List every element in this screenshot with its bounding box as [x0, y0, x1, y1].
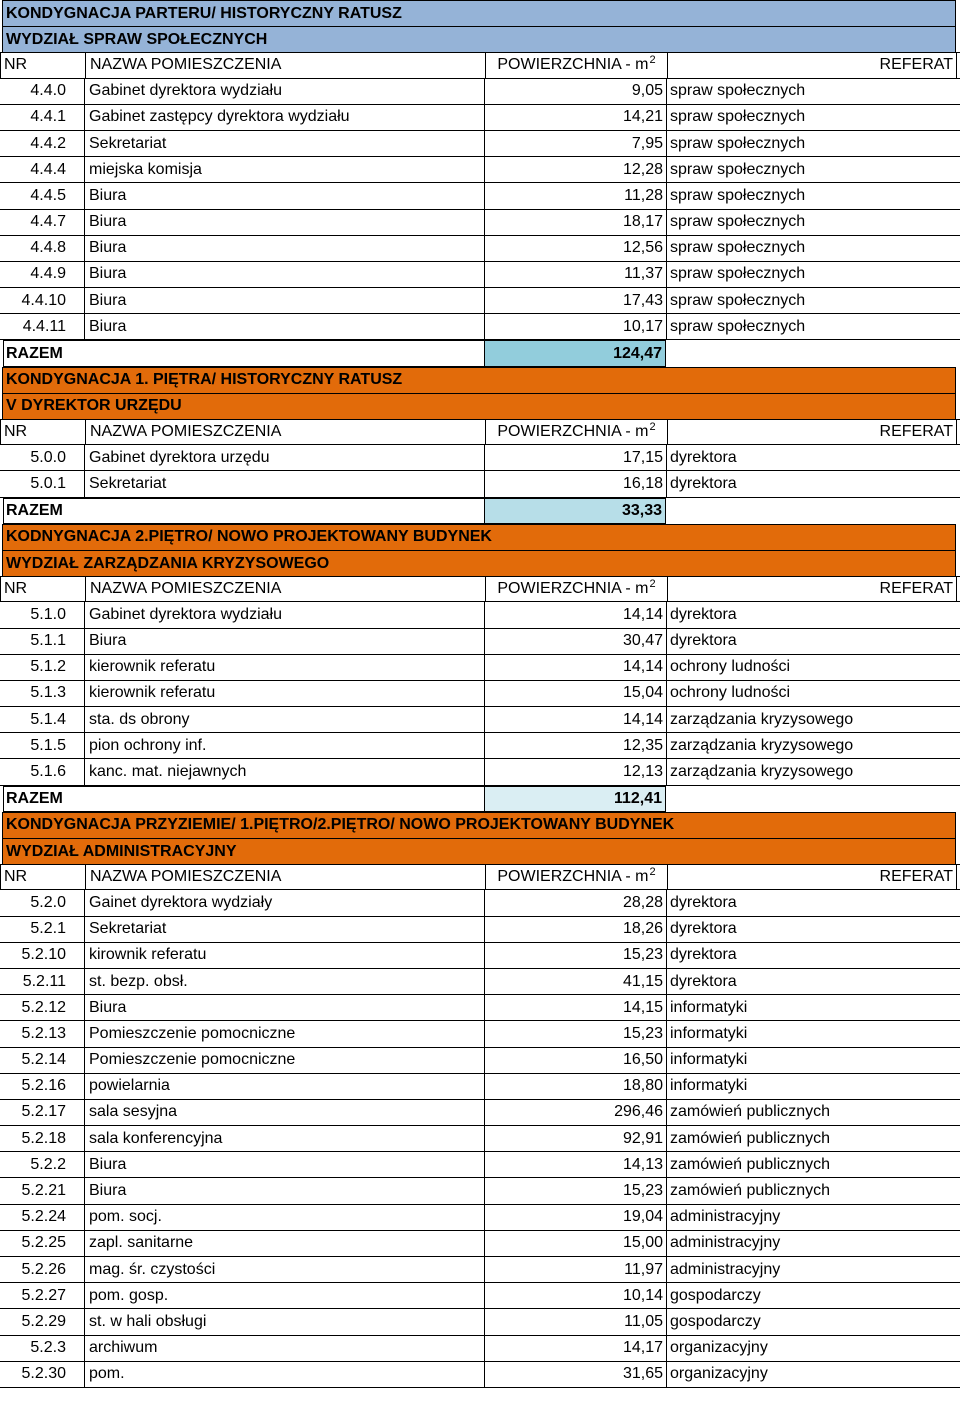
header-name: NAZWA POMIESZCZENIA — [85, 420, 485, 444]
room-number: 4.4.8 — [30, 239, 66, 257]
room-name: Biura — [84, 1152, 484, 1177]
header-area-unit-exponent: 2 — [649, 866, 656, 879]
room-number: 5.2.30 — [21, 1365, 66, 1383]
table-row — [0, 733, 960, 759]
room-number: 5.2.25 — [21, 1234, 66, 1252]
room-area: 28,28 — [484, 890, 666, 915]
room-name: Gabinet zastępcy dyrektora wydziału — [84, 105, 484, 130]
room-number: 5.2.12 — [21, 998, 66, 1016]
header-nr: NR — [4, 868, 28, 886]
table-row — [0, 471, 960, 497]
section-title-row — [0, 0, 960, 26]
header-area-label: POWIERZCHNIA - m — [497, 868, 649, 886]
room-area: 14,15 — [484, 995, 666, 1020]
section-title: KONDYGNACJA PARTERU/ HISTORYCZNY RATUSZ — [2, 0, 956, 26]
room-referat: zamówień publicznych — [666, 1178, 956, 1203]
room-referat: administracyjny — [666, 1257, 956, 1282]
room-number: 4.4.5 — [30, 186, 66, 204]
room-name: Pomieszczenie pomocniczne — [84, 1021, 484, 1046]
room-area: 15,23 — [484, 1021, 666, 1046]
room-number: 5.1.2 — [30, 658, 66, 676]
room-number: 5.2.10 — [21, 946, 66, 964]
room-area: 12,13 — [484, 759, 666, 784]
room-area: 296,46 — [484, 1100, 666, 1125]
header-area — [485, 53, 667, 77]
table-row — [0, 1152, 960, 1178]
room-name: Pomieszczenie pomocniczne — [84, 1048, 484, 1073]
room-referat: zamówień publicznych — [666, 1126, 956, 1151]
room-name: archiwum — [84, 1336, 484, 1361]
room-area: 12,28 — [484, 157, 666, 182]
header-referat: REFERAT — [667, 420, 957, 444]
room-name: pion ochrony inf. — [84, 733, 484, 758]
room-number: 5.0.1 — [30, 474, 66, 492]
table-row — [0, 1205, 960, 1231]
total-row — [0, 498, 960, 524]
room-area: 15,04 — [484, 681, 666, 706]
room-area: 16,50 — [484, 1048, 666, 1073]
room-number: 5.2.24 — [21, 1208, 66, 1226]
room-referat: zarządzania kryzysowego — [666, 707, 956, 732]
header-referat: REFERAT — [667, 53, 957, 77]
room-name: Biura — [84, 314, 484, 339]
room-area: 12,35 — [484, 733, 666, 758]
room-area: 7,95 — [484, 131, 666, 156]
room-name: Sekretariat — [84, 471, 484, 496]
room-area: 92,91 — [484, 1126, 666, 1151]
room-area: 19,04 — [484, 1205, 666, 1230]
room-number: 5.1.0 — [30, 605, 66, 623]
room-referat: informatyki — [666, 1048, 956, 1073]
table-row — [0, 445, 960, 471]
header-nr: NR — [4, 423, 28, 441]
room-name: Biura — [84, 1178, 484, 1203]
room-name: Sekretariat — [84, 131, 484, 156]
table-row — [0, 1074, 960, 1100]
room-name: Biura — [84, 288, 484, 313]
room-name: Gabinet dyrektora wydziału — [84, 602, 484, 627]
room-referat: dyrektora — [666, 890, 956, 915]
room-name: st. bezp. obsł. — [84, 969, 484, 994]
room-area: 11,28 — [484, 183, 666, 208]
section-title-row — [0, 812, 960, 838]
room-name: powielarnia — [84, 1074, 484, 1099]
room-number: 5.2.17 — [21, 1103, 66, 1121]
table-row — [0, 105, 960, 131]
total-area: 124,47 — [484, 340, 666, 366]
room-referat: spraw społecznych — [666, 262, 956, 287]
room-number: 5.2.21 — [21, 1182, 66, 1200]
room-name: miejska komisja — [84, 157, 484, 182]
room-number: 4.4.7 — [30, 213, 66, 231]
room-referat: dyrektora — [666, 445, 956, 470]
room-referat: spraw społecznych — [666, 210, 956, 235]
room-name: Biura — [84, 236, 484, 261]
room-area: 15,23 — [484, 943, 666, 968]
room-area: 12,56 — [484, 236, 666, 261]
room-area: 14,14 — [484, 602, 666, 627]
room-referat: gospodarczy — [666, 1309, 956, 1334]
room-referat: ochrony ludności — [666, 655, 956, 680]
room-number: 4.4.11 — [22, 317, 66, 335]
room-name: st. w hali obsługi — [84, 1309, 484, 1334]
table-row — [0, 969, 960, 995]
section-subtitle: V DYREKTOR URZĘDU — [2, 393, 956, 419]
table-row — [0, 629, 960, 655]
table-row — [0, 210, 960, 236]
room-number: 5.2.3 — [30, 1339, 66, 1357]
room-name: sta. ds obrony — [84, 707, 484, 732]
room-number: 5.1.1 — [30, 632, 66, 650]
section-title: KODNYGNACJA 2.PIĘTRO/ NOWO PROJEKTOWANY BUDYNEK — [2, 524, 956, 550]
room-referat: dyrektora — [666, 969, 956, 994]
room-referat: administracyjny — [666, 1205, 956, 1230]
room-referat: dyrektora — [666, 471, 956, 496]
room-number: 5.1.4 — [30, 710, 66, 728]
header-name: NAZWA POMIESZCZENIA — [85, 865, 485, 889]
room-area: 41,15 — [484, 969, 666, 994]
table-row — [0, 602, 960, 628]
room-referat: spraw społecznych — [666, 131, 956, 156]
room-referat: gospodarczy — [666, 1283, 956, 1308]
header-area-label: POWIERZCHNIA - m — [497, 580, 649, 598]
header-name: NAZWA POMIESZCZENIA — [85, 577, 485, 601]
table-row — [0, 157, 960, 183]
room-number: 4.4.0 — [30, 82, 66, 100]
room-referat: zarządzania kryzysowego — [666, 759, 956, 784]
room-referat: spraw społecznych — [666, 314, 956, 339]
room-name: pom. gosp. — [84, 1283, 484, 1308]
header-area — [485, 577, 667, 601]
room-number: 4.4.2 — [30, 134, 66, 152]
room-area: 30,47 — [484, 629, 666, 654]
room-referat: organizacyjny — [666, 1362, 956, 1387]
total-label: RAZEM — [3, 786, 484, 812]
room-referat: zamówień publicznych — [666, 1152, 956, 1177]
total-row — [0, 786, 960, 812]
room-referat: ochrony ludności — [666, 681, 956, 706]
room-number: 4.4.4 — [30, 160, 66, 178]
column-header-row — [0, 864, 960, 890]
room-referat: spraw społecznych — [666, 236, 956, 261]
room-number: 5.1.5 — [30, 736, 66, 754]
room-referat: spraw społecznych — [666, 183, 956, 208]
section-subtitle: WYDZIAŁ SPRAW SPOŁECZNYCH — [2, 26, 956, 52]
room-number: 4.4.10 — [21, 291, 66, 309]
room-referat: informatyki — [666, 1074, 956, 1099]
header-nr: NR — [4, 56, 28, 74]
room-referat: dyrektora — [666, 917, 956, 942]
room-name: Gabinet dyrektora urzędu — [84, 445, 484, 470]
header-area-label: POWIERZCHNIA - m — [497, 423, 649, 441]
room-area: 16,18 — [484, 471, 666, 496]
table-row — [0, 759, 960, 785]
room-referat: dyrektora — [666, 602, 956, 627]
room-number: 4.4.1 — [30, 108, 66, 126]
room-number: 5.2.29 — [21, 1312, 66, 1330]
room-number: 5.2.18 — [21, 1129, 66, 1147]
room-area: 14,17 — [484, 1336, 666, 1361]
table-row — [0, 1283, 960, 1309]
room-area: 18,17 — [484, 210, 666, 235]
room-number: 5.1.6 — [30, 763, 66, 781]
column-header-row — [0, 419, 960, 445]
table-row — [0, 707, 960, 733]
header-area-unit-exponent: 2 — [649, 421, 656, 434]
room-name: kierownik referatu — [84, 681, 484, 706]
room-number: 5.2.1 — [30, 920, 66, 938]
room-area: 31,65 — [484, 1362, 666, 1387]
table-row — [0, 1362, 960, 1388]
room-name: kirownik referatu — [84, 943, 484, 968]
room-area: 15,00 — [484, 1231, 666, 1256]
room-number: 5.2.2 — [30, 1155, 66, 1173]
table-row — [0, 183, 960, 209]
section-subtitle-row — [0, 26, 960, 52]
room-area: 17,43 — [484, 288, 666, 313]
table-row — [0, 131, 960, 157]
room-referat: informatyki — [666, 995, 956, 1020]
room-number: 5.2.26 — [21, 1260, 66, 1278]
total-area: 33,33 — [484, 498, 666, 524]
header-area — [485, 865, 667, 889]
section-title: KONDYGNACJA PRZYZIEMIE/ 1.PIĘTRO/2.PIĘTRO/ NOWO PROJEKTOWANY BUDYNEK — [2, 812, 956, 838]
room-referat: administracyjny — [666, 1231, 956, 1256]
header-name: NAZWA POMIESZCZENIA — [85, 53, 485, 77]
room-name: kanc. mat. niejawnych — [84, 759, 484, 784]
room-referat: organizacyjny — [666, 1336, 956, 1361]
room-area: 15,23 — [484, 1178, 666, 1203]
room-referat: zarządzania kryzysowego — [666, 733, 956, 758]
room-name: Biura — [84, 995, 484, 1020]
table-row — [0, 1336, 960, 1362]
table-row — [0, 1231, 960, 1257]
room-name: Gabinet dyrektora wydziału — [84, 79, 484, 104]
room-area: 14,21 — [484, 105, 666, 130]
header-area — [485, 420, 667, 444]
table-row — [0, 681, 960, 707]
room-number: 5.2.11 — [22, 972, 66, 990]
room-name: Biura — [84, 629, 484, 654]
room-name: Biura — [84, 183, 484, 208]
room-number: 5.2.13 — [21, 1024, 66, 1042]
table-row — [0, 1178, 960, 1204]
header-referat: REFERAT — [667, 577, 957, 601]
table-row — [0, 236, 960, 262]
room-referat: spraw społecznych — [666, 288, 956, 313]
section-subtitle-row — [0, 393, 960, 419]
room-name: Biura — [84, 210, 484, 235]
table-row — [0, 995, 960, 1021]
room-name: sala sesyjna — [84, 1100, 484, 1125]
room-number: 5.0.0 — [30, 448, 66, 466]
room-name: Gainet dyrektora wydziały — [84, 890, 484, 915]
header-nr: NR — [4, 580, 28, 598]
table-row — [0, 1100, 960, 1126]
section-subtitle-row — [0, 838, 960, 864]
header-area-unit-exponent: 2 — [649, 578, 656, 591]
room-area: 9,05 — [484, 79, 666, 104]
room-area: 14,14 — [484, 655, 666, 680]
table-row — [0, 890, 960, 916]
room-number: 5.2.0 — [30, 893, 66, 911]
header-referat: REFERAT — [667, 865, 957, 889]
room-name: mag. śr. czystości — [84, 1257, 484, 1282]
section-subtitle: WYDZIAŁ ADMINISTRACYJNY — [2, 838, 956, 864]
table-row — [0, 79, 960, 105]
table-row — [0, 655, 960, 681]
room-area: 17,15 — [484, 445, 666, 470]
table-row — [0, 917, 960, 943]
header-area-label: POWIERZCHNIA - m — [497, 56, 649, 74]
room-name: Biura — [84, 262, 484, 287]
table-row — [0, 1257, 960, 1283]
room-name: sala konferencyjna — [84, 1126, 484, 1151]
total-area: 112,41 — [484, 786, 666, 812]
table-row — [0, 1048, 960, 1074]
room-area: 11,05 — [484, 1309, 666, 1334]
room-referat: dyrektora — [666, 943, 956, 968]
room-name: Sekretariat — [84, 917, 484, 942]
room-area: 14,13 — [484, 1152, 666, 1177]
column-header-row — [0, 52, 960, 78]
total-label: RAZEM — [3, 498, 484, 524]
room-name: kierownik referatu — [84, 655, 484, 680]
room-name: pom. socj. — [84, 1205, 484, 1230]
room-area: 14,14 — [484, 707, 666, 732]
room-referat: dyrektora — [666, 629, 956, 654]
table-row — [0, 943, 960, 969]
room-referat: spraw społecznych — [666, 105, 956, 130]
total-row — [0, 340, 960, 366]
section-subtitle-row — [0, 550, 960, 576]
header-area-unit-exponent: 2 — [649, 54, 656, 67]
room-referat: informatyki — [666, 1021, 956, 1046]
room-referat: spraw społecznych — [666, 79, 956, 104]
room-number: 5.2.27 — [21, 1286, 66, 1304]
total-label: RAZEM — [3, 340, 484, 366]
section-subtitle: WYDZIAŁ ZARZĄDZANIA KRYZYSOWEGO — [2, 550, 956, 576]
section-title: KONDYGNACJA 1. PIĘTRA/ HISTORYCZNY RATUSZ — [2, 367, 956, 393]
table-row — [0, 1021, 960, 1047]
room-area: 11,97 — [484, 1257, 666, 1282]
room-number: 5.1.3 — [30, 684, 66, 702]
column-header-row — [0, 576, 960, 602]
table-row — [0, 288, 960, 314]
section-title-row — [0, 524, 960, 550]
room-referat: zamówień publicznych — [666, 1100, 956, 1125]
room-number: 5.2.14 — [21, 1051, 66, 1069]
table-row — [0, 1126, 960, 1152]
room-referat: spraw społecznych — [666, 157, 956, 182]
room-number: 5.2.16 — [21, 1077, 66, 1095]
table-row — [0, 262, 960, 288]
room-area: 10,17 — [484, 314, 666, 339]
section-title-row — [0, 367, 960, 393]
room-area: 18,80 — [484, 1074, 666, 1099]
room-number: 4.4.9 — [30, 265, 66, 283]
room-area: 18,26 — [484, 917, 666, 942]
table-row — [0, 314, 960, 340]
table-row — [0, 1309, 960, 1335]
room-name: zapl. sanitarne — [84, 1231, 484, 1256]
room-area: 10,14 — [484, 1283, 666, 1308]
room-area: 11,37 — [484, 262, 666, 287]
room-name: pom. — [84, 1362, 484, 1387]
